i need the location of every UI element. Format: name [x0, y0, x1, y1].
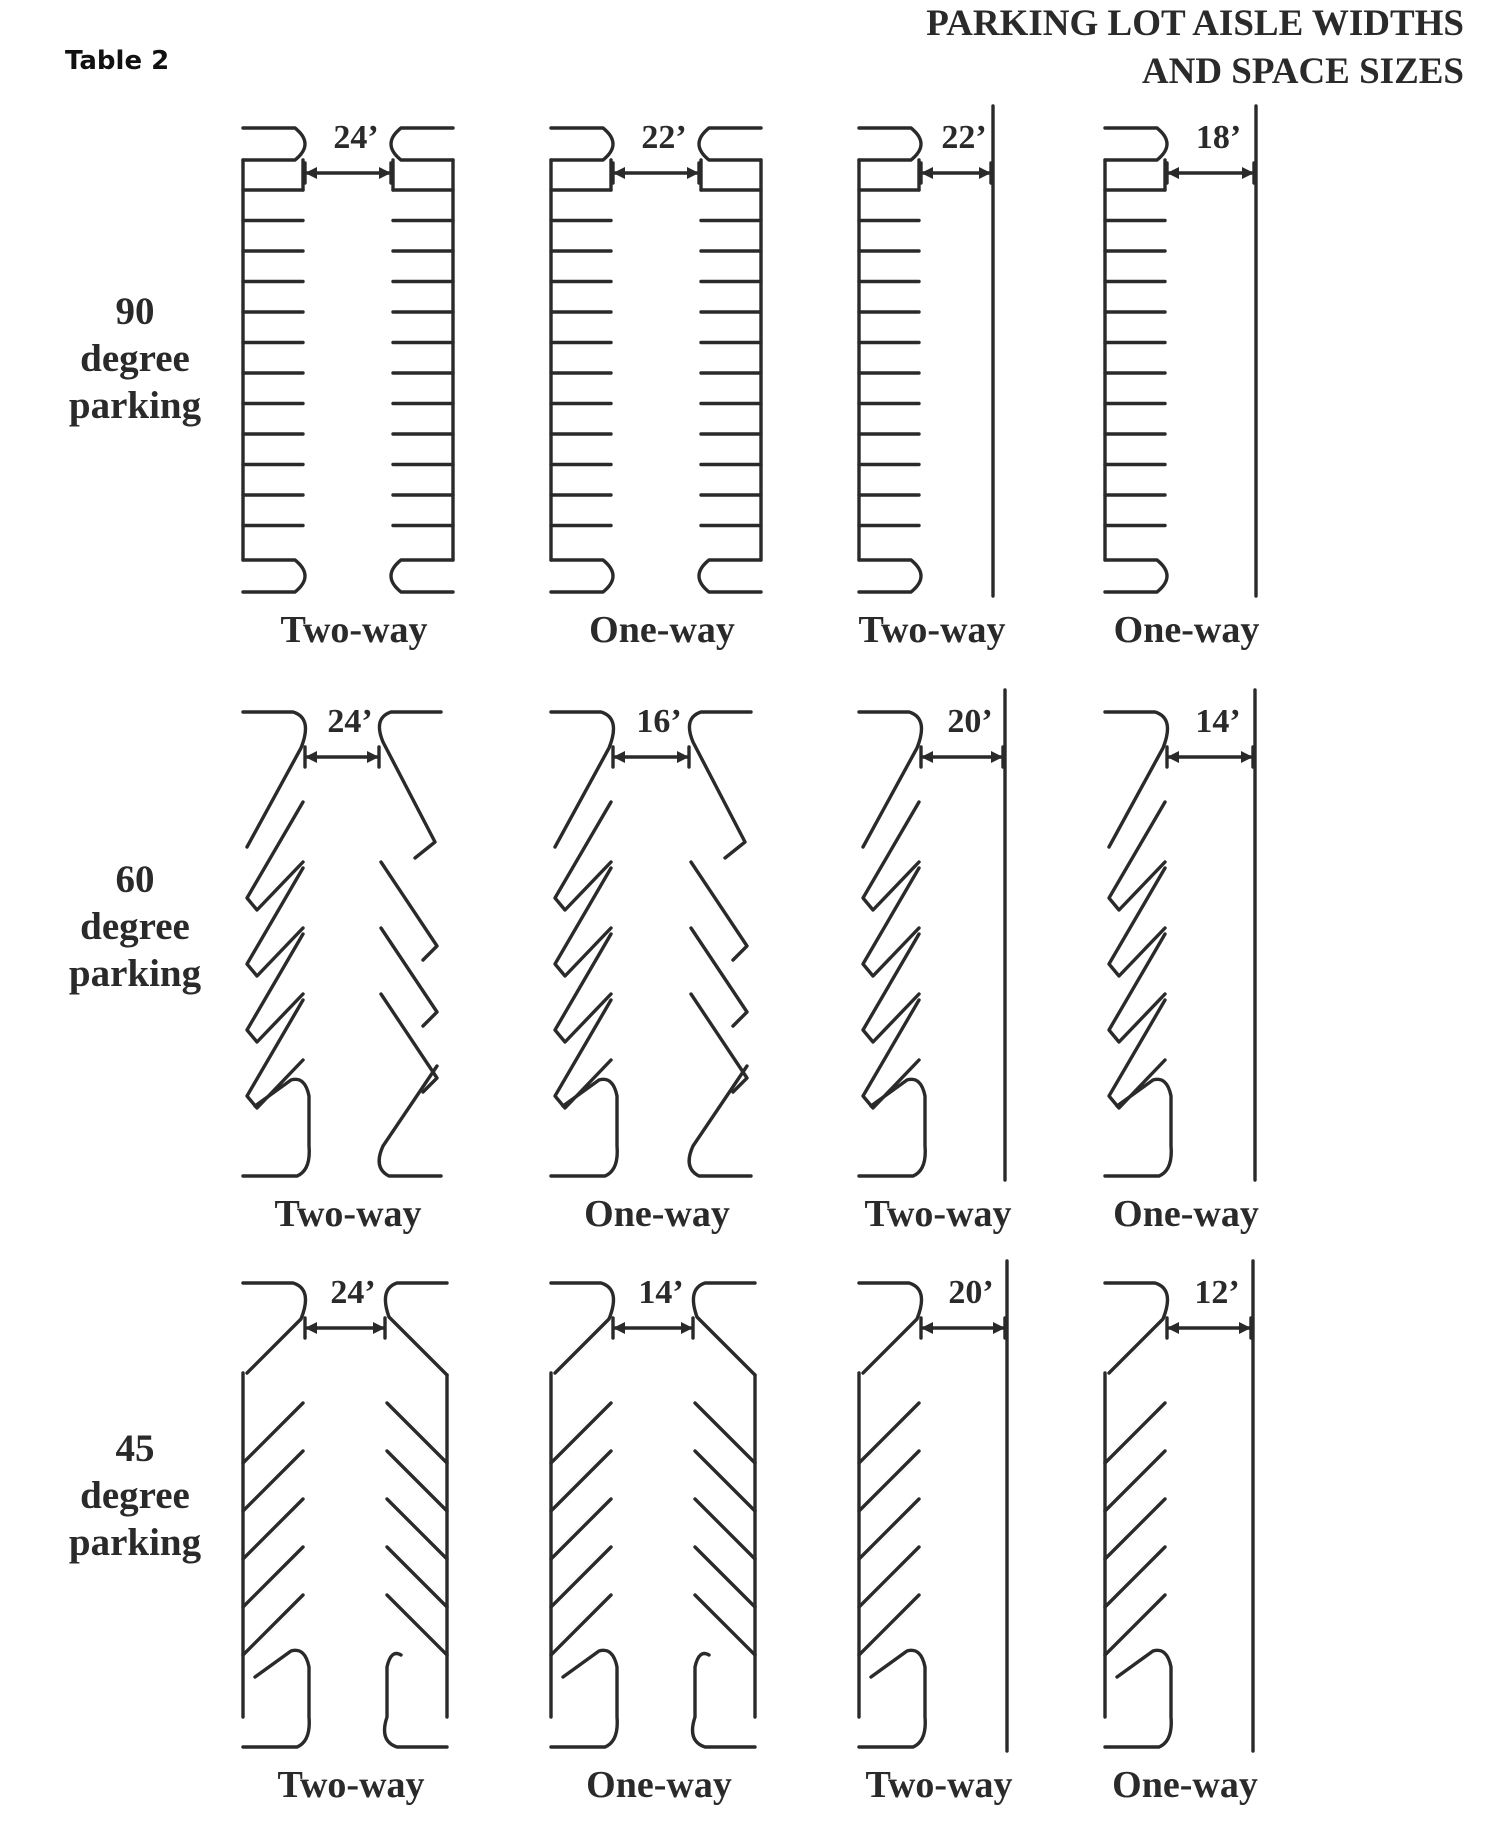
left-curb-bottom: [1105, 1079, 1171, 1176]
aisle-width-arrow: [613, 747, 689, 767]
right-end-island-top: [699, 128, 761, 160]
panel-45-3: [859, 1261, 1013, 1806]
left-curb-top: [859, 712, 922, 847]
stall-line: [859, 1451, 919, 1511]
aisle-width-arrow: [1167, 747, 1253, 767]
aisle-width-label: 22’: [941, 119, 987, 156]
title-line-2: AND SPACE SIZES: [1141, 51, 1464, 92]
left-end-island-bottom: [243, 560, 305, 592]
stall-line: [243, 1451, 303, 1511]
stall-line: [1105, 1499, 1165, 1559]
aisle-width-arrow: [613, 163, 699, 183]
panel-60-4: [1105, 690, 1259, 1235]
left-end-island-top: [859, 128, 921, 160]
left-curb-top: [551, 1283, 614, 1373]
aisle-width-arrow: [1167, 163, 1254, 183]
left-curb-top: [1105, 1283, 1168, 1373]
panel-90-2: [551, 119, 761, 651]
stall-line: [695, 1547, 755, 1607]
stall-line: [1105, 1403, 1165, 1463]
direction-label: One-way: [586, 1764, 732, 1806]
stall-line: [1105, 1547, 1165, 1607]
stall-line: [1105, 1451, 1165, 1511]
direction-label: Two-way: [865, 1764, 1013, 1806]
direction-label: One-way: [1113, 1193, 1259, 1235]
direction-label: Two-way: [280, 609, 428, 651]
left-end-island-top: [1105, 128, 1167, 160]
stall-line: [859, 1403, 919, 1463]
stall-line: [387, 1451, 447, 1511]
stall-angled: [247, 802, 303, 910]
aisle-width-arrow: [305, 163, 391, 183]
left-curb-top: [243, 1283, 306, 1373]
direction-label: One-way: [1113, 609, 1260, 651]
right-curb-bottom: [385, 1654, 447, 1748]
aisle-width-arrow: [305, 1318, 385, 1338]
table-label: Table 2: [65, 46, 170, 76]
aisle-width-label: 24’: [330, 1274, 376, 1311]
left-curb-bottom: [859, 1079, 925, 1176]
aisle-width-label: 14’: [1195, 703, 1241, 740]
panel-45-1: [243, 1274, 447, 1806]
row-label-60: 60 degree parking: [68, 858, 202, 995]
direction-label: One-way: [584, 1193, 730, 1235]
aisle-width-label: 20’: [947, 703, 993, 740]
row-label-90: 90 degree parking: [68, 290, 202, 427]
direction-label: Two-way: [858, 609, 1006, 651]
left-curb-top: [551, 712, 614, 847]
stall-angled: [691, 928, 747, 1026]
direction-label: Two-way: [864, 1193, 1012, 1235]
stall-line: [243, 1595, 303, 1655]
left-curb-bottom: [859, 1650, 925, 1747]
right-curb-top: [385, 1283, 447, 1375]
aisle-width-arrow: [921, 163, 991, 183]
aisle-width-label: 18’: [1195, 119, 1242, 156]
panel-90-4: [1105, 106, 1259, 651]
panel-60-1: [243, 703, 441, 1235]
aisle-width-label: 24’: [333, 119, 379, 156]
stall-line: [859, 1499, 919, 1559]
panel-45-2: [551, 1274, 755, 1806]
stall-angled: [863, 802, 919, 910]
right-end-island-bottom: [391, 560, 453, 592]
left-curb-bottom: [243, 1079, 309, 1176]
left-end-island-bottom: [1105, 560, 1167, 592]
aisle-width-label: 14’: [638, 1274, 684, 1311]
right-end-island-bottom: [699, 560, 761, 592]
stall-line: [387, 1403, 447, 1463]
stall-line: [695, 1499, 755, 1559]
stall-line: [695, 1595, 755, 1655]
aisle-width-arrow: [921, 1318, 1005, 1338]
stall-angled: [1109, 802, 1165, 910]
left-end-island-bottom: [551, 560, 613, 592]
left-end-island-bottom: [859, 560, 921, 592]
panel-60-2: [551, 703, 751, 1235]
aisle-width-arrow: [1167, 1318, 1251, 1338]
stall-line: [551, 1451, 611, 1511]
stall-angled: [555, 802, 611, 910]
direction-label: Two-way: [277, 1764, 425, 1806]
stall-line: [387, 1547, 447, 1607]
left-curb-bottom: [551, 1650, 617, 1747]
panel-90-1: [243, 119, 453, 651]
direction-label: Two-way: [274, 1193, 422, 1235]
left-curb-top: [859, 1283, 922, 1373]
left-curb-bottom: [243, 1650, 309, 1747]
right-curb-top: [379, 712, 441, 858]
stall-line: [1105, 1595, 1165, 1655]
stall-line: [387, 1595, 447, 1655]
row-label-45: 45 degree parking: [68, 1427, 202, 1564]
panel-90-3: [858, 106, 1005, 651]
direction-label: One-way: [589, 609, 735, 651]
stall-line: [551, 1403, 611, 1463]
aisle-width-arrow: [613, 1318, 693, 1338]
stall-angled: [691, 862, 747, 960]
stall-line: [551, 1547, 611, 1607]
panel-45-4: [1105, 1261, 1258, 1806]
stall-line: [243, 1499, 303, 1559]
left-end-island-top: [243, 128, 305, 160]
left-curb-top: [1105, 712, 1168, 847]
aisle-width-label: 22’: [641, 119, 687, 156]
aisle-width-arrow: [921, 747, 1003, 767]
stall-line: [551, 1499, 611, 1559]
right-curb-bottom: [693, 1654, 755, 1748]
right-curb-top: [689, 712, 751, 858]
stall-line: [387, 1499, 447, 1559]
aisle-width-label: 20’: [948, 1274, 994, 1311]
left-curb-bottom: [1105, 1650, 1171, 1747]
stall-angled: [381, 928, 437, 1026]
left-end-island-top: [551, 128, 613, 160]
stall-line: [859, 1595, 919, 1655]
left-curb-top: [243, 712, 306, 847]
direction-label: One-way: [1112, 1764, 1258, 1806]
stall-line: [551, 1595, 611, 1655]
right-curb-top: [693, 1283, 755, 1375]
right-end-island-top: [391, 128, 453, 160]
stall-line: [695, 1403, 755, 1463]
stall-angled: [381, 862, 437, 960]
left-curb-bottom: [551, 1079, 617, 1176]
stall-line: [243, 1403, 303, 1463]
aisle-width-label: 24’: [327, 703, 373, 740]
panel-60-3: [859, 690, 1012, 1235]
aisle-width-label: 16’: [636, 703, 682, 740]
aisle-width-label: 12’: [1194, 1274, 1240, 1311]
aisle-width-arrow: [305, 747, 379, 767]
stall-line: [695, 1451, 755, 1511]
title-line-1: PARKING LOT AISLE WIDTHS: [926, 3, 1464, 44]
stall-line: [243, 1547, 303, 1607]
stall-line: [859, 1547, 919, 1607]
